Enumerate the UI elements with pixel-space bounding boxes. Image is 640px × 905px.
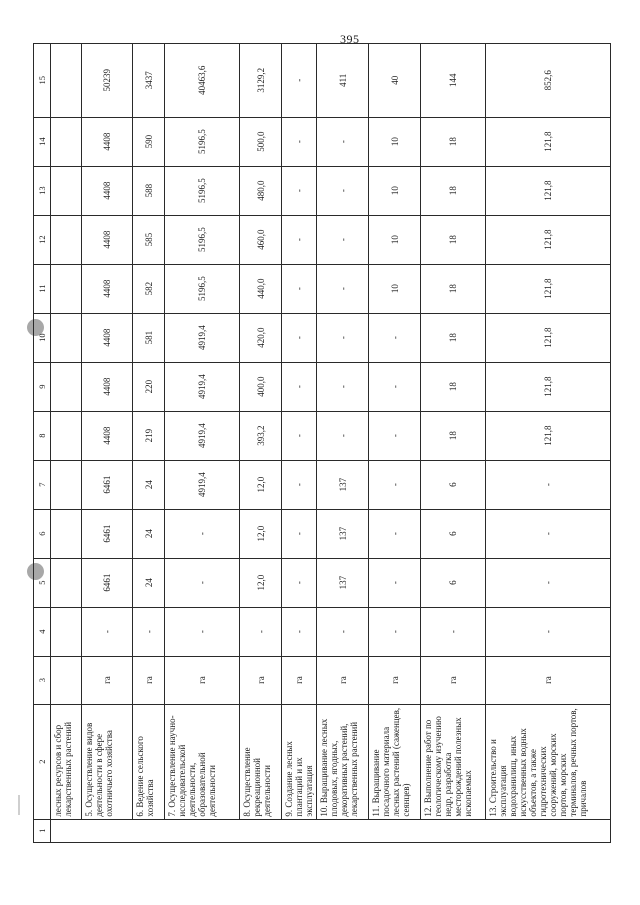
value-cell: 6 (421, 460, 486, 509)
table-row (317, 44, 369, 843)
column-header: 12 (34, 215, 51, 264)
value-cell: 18 (421, 313, 486, 362)
column-header: 2 (34, 704, 51, 819)
value-cell: 460,0 (240, 215, 282, 264)
value-cell: - (486, 558, 611, 607)
value-cell: 4408 (82, 362, 133, 411)
row-activity-name: 10. Выращивание лесных плодовых, ягодных, декоративных растений, лекарственных растений (317, 704, 369, 819)
value-cell: 6461 (82, 460, 133, 509)
value-cell: 121,8 (486, 362, 611, 411)
column-header: 6 (34, 509, 51, 558)
value-cell: 5196,5 (165, 166, 240, 215)
value-cell: - (317, 362, 369, 411)
value-cell: 4408 (82, 264, 133, 313)
value-cell: 18 (421, 117, 486, 166)
column-header: 10 (34, 313, 51, 362)
unit-cell: га (82, 656, 133, 704)
value-cell: - (486, 509, 611, 558)
value-cell: - (369, 362, 421, 411)
row-activity-name: 12. Выполнение работ по геологическому изучению недр, разработка месторождений полезных ископаемых (421, 704, 486, 819)
value-cell: - (165, 607, 240, 656)
column-header: 8 (34, 411, 51, 460)
scan-mark (18, 795, 20, 815)
value-cell: - (486, 460, 611, 509)
value-cell: - (369, 460, 421, 509)
total-cell: 3437 (133, 44, 165, 118)
value-cell (51, 215, 82, 264)
row-activity-name: 9. Создание лесных плантаций и их эксплуатация (282, 704, 317, 819)
value-cell: 500,0 (240, 117, 282, 166)
value-cell: 220 (133, 362, 165, 411)
total-cell: 852,6 (486, 44, 611, 118)
total-cell: - (282, 44, 317, 118)
value-cell: 24 (133, 509, 165, 558)
unit-cell: га (421, 656, 486, 704)
value-cell: - (317, 215, 369, 264)
row-activity-name: лесных ресурсов и сбор лекарственных растений (51, 704, 82, 819)
unit-cell: га (240, 656, 282, 704)
value-cell: 480,0 (240, 166, 282, 215)
value-cell (51, 460, 82, 509)
value-cell: - (421, 607, 486, 656)
value-cell: 4408 (82, 215, 133, 264)
value-cell: - (282, 313, 317, 362)
value-cell: 24 (133, 460, 165, 509)
value-cell: - (282, 117, 317, 166)
value-cell (51, 558, 82, 607)
value-cell: 6461 (82, 558, 133, 607)
value-cell: 4408 (82, 411, 133, 460)
value-cell: 121,8 (486, 411, 611, 460)
value-cell: 121,8 (486, 117, 611, 166)
row-activity-name: 13. Строительство и эксплуатация водохранилищ, иных искусственных водных объектов, а также гидротехнических сооружений, морских портов, морских терминалов, речных портов, причалов (486, 704, 611, 819)
unit-cell: га (486, 656, 611, 704)
row-activity-name: 6. Ведение сельского хозяйства (133, 704, 165, 819)
column-header: 9 (34, 362, 51, 411)
value-cell: - (369, 313, 421, 362)
value-cell (51, 166, 82, 215)
value-cell: - (317, 313, 369, 362)
value-cell: - (240, 607, 282, 656)
total-cell: 40 (369, 44, 421, 118)
value-cell: - (282, 264, 317, 313)
unit-cell: га (317, 656, 369, 704)
column-header: 14 (34, 117, 51, 166)
row-activity-name: 5. Осуществление видов деятельности в сфере охотничьего хозяйства (82, 704, 133, 819)
value-cell: 440,0 (240, 264, 282, 313)
row-activity-name: 8. Осуществление рекреационной деятельности (240, 704, 282, 819)
value-cell: 4919,4 (165, 362, 240, 411)
value-cell: - (317, 166, 369, 215)
value-cell: - (317, 117, 369, 166)
value-cell: 18 (421, 215, 486, 264)
value-cell: 12,0 (240, 509, 282, 558)
value-cell: 10 (369, 117, 421, 166)
value-cell (51, 264, 82, 313)
value-cell: 121,8 (486, 264, 611, 313)
value-cell: 10 (369, 166, 421, 215)
header-row (34, 44, 51, 843)
row-activity-name: 11. Выращивание посадочного материала лесных растений (саженцев, сеянцев) (369, 704, 421, 819)
table-row (486, 44, 611, 843)
value-cell: - (369, 509, 421, 558)
column-header: 1 (34, 819, 51, 842)
table-row (165, 44, 240, 843)
page-number: 395 (340, 32, 360, 46)
value-cell: 18 (421, 362, 486, 411)
value-cell (51, 362, 82, 411)
value-cell: 4919,4 (165, 460, 240, 509)
value-cell: 5196,5 (165, 215, 240, 264)
value-cell: - (282, 607, 317, 656)
table-row (369, 44, 421, 843)
value-cell: 588 (133, 166, 165, 215)
value-cell: - (282, 509, 317, 558)
value-cell: 581 (133, 313, 165, 362)
value-cell: 10 (369, 264, 421, 313)
value-cell: - (317, 264, 369, 313)
total-cell (51, 44, 82, 118)
value-cell: 137 (317, 460, 369, 509)
value-cell (51, 509, 82, 558)
total-cell: 411 (317, 44, 369, 118)
value-cell: 4408 (82, 166, 133, 215)
column-header: 7 (34, 460, 51, 509)
column-header: 15 (34, 44, 51, 118)
column-header: 3 (34, 656, 51, 704)
table-row (51, 44, 82, 843)
value-cell: - (133, 607, 165, 656)
value-cell: - (282, 166, 317, 215)
value-cell: 121,8 (486, 166, 611, 215)
value-cell: 137 (317, 558, 369, 607)
unit-cell (51, 656, 82, 704)
table-row (240, 44, 282, 843)
value-cell: 400,0 (240, 362, 282, 411)
value-cell: - (282, 460, 317, 509)
value-cell: - (369, 558, 421, 607)
rotated-page-content (33, 43, 588, 843)
value-cell: 6 (421, 558, 486, 607)
row-activity-name: 7. Осуществление научно-исследовательской деятельности, образовательной деятельности (165, 704, 240, 819)
value-cell: 585 (133, 215, 165, 264)
value-cell (51, 117, 82, 166)
value-cell: - (282, 411, 317, 460)
forest-use-table (33, 43, 611, 843)
value-cell: 393,2 (240, 411, 282, 460)
column-header: 11 (34, 264, 51, 313)
value-cell: - (369, 411, 421, 460)
value-cell: 420,0 (240, 313, 282, 362)
value-cell: 4919,4 (165, 411, 240, 460)
table-row (133, 44, 165, 843)
value-cell: 121,8 (486, 313, 611, 362)
unit-cell: га (133, 656, 165, 704)
value-cell: 219 (133, 411, 165, 460)
value-cell: - (282, 558, 317, 607)
value-cell: - (369, 607, 421, 656)
table-row (282, 44, 317, 843)
value-cell: - (165, 558, 240, 607)
value-cell (51, 313, 82, 362)
value-cell: 12,0 (240, 460, 282, 509)
value-cell: 137 (317, 509, 369, 558)
value-cell: 18 (421, 166, 486, 215)
table-row (82, 44, 133, 843)
value-cell: 18 (421, 264, 486, 313)
section-cell (51, 819, 611, 842)
total-cell: 3129,2 (240, 44, 282, 118)
value-cell: 5196,5 (165, 264, 240, 313)
table-row (421, 44, 486, 843)
value-cell: 6461 (82, 509, 133, 558)
value-cell: 582 (133, 264, 165, 313)
column-header: 13 (34, 166, 51, 215)
value-cell: 5196,5 (165, 117, 240, 166)
total-cell: 40463,6 (165, 44, 240, 118)
value-cell: - (317, 411, 369, 460)
value-cell: - (82, 607, 133, 656)
unit-cell: га (165, 656, 240, 704)
value-cell: 4408 (82, 117, 133, 166)
value-cell: - (282, 362, 317, 411)
value-cell: - (282, 215, 317, 264)
value-cell: 4408 (82, 313, 133, 362)
value-cell: 10 (369, 215, 421, 264)
value-cell: - (165, 509, 240, 558)
value-cell: 121,8 (486, 215, 611, 264)
value-cell: 590 (133, 117, 165, 166)
value-cell: 12,0 (240, 558, 282, 607)
value-cell (51, 607, 82, 656)
value-cell: 18 (421, 411, 486, 460)
value-cell: 6 (421, 509, 486, 558)
value-cell: 24 (133, 558, 165, 607)
column-header: 4 (34, 607, 51, 656)
value-cell (51, 411, 82, 460)
value-cell: - (486, 607, 611, 656)
total-cell: 144 (421, 44, 486, 118)
value-cell: - (317, 607, 369, 656)
value-cell: 4919,4 (165, 313, 240, 362)
unit-cell: га (369, 656, 421, 704)
unit-cell: га (282, 656, 317, 704)
column-header: 5 (34, 558, 51, 607)
total-cell: 50239 (82, 44, 133, 118)
